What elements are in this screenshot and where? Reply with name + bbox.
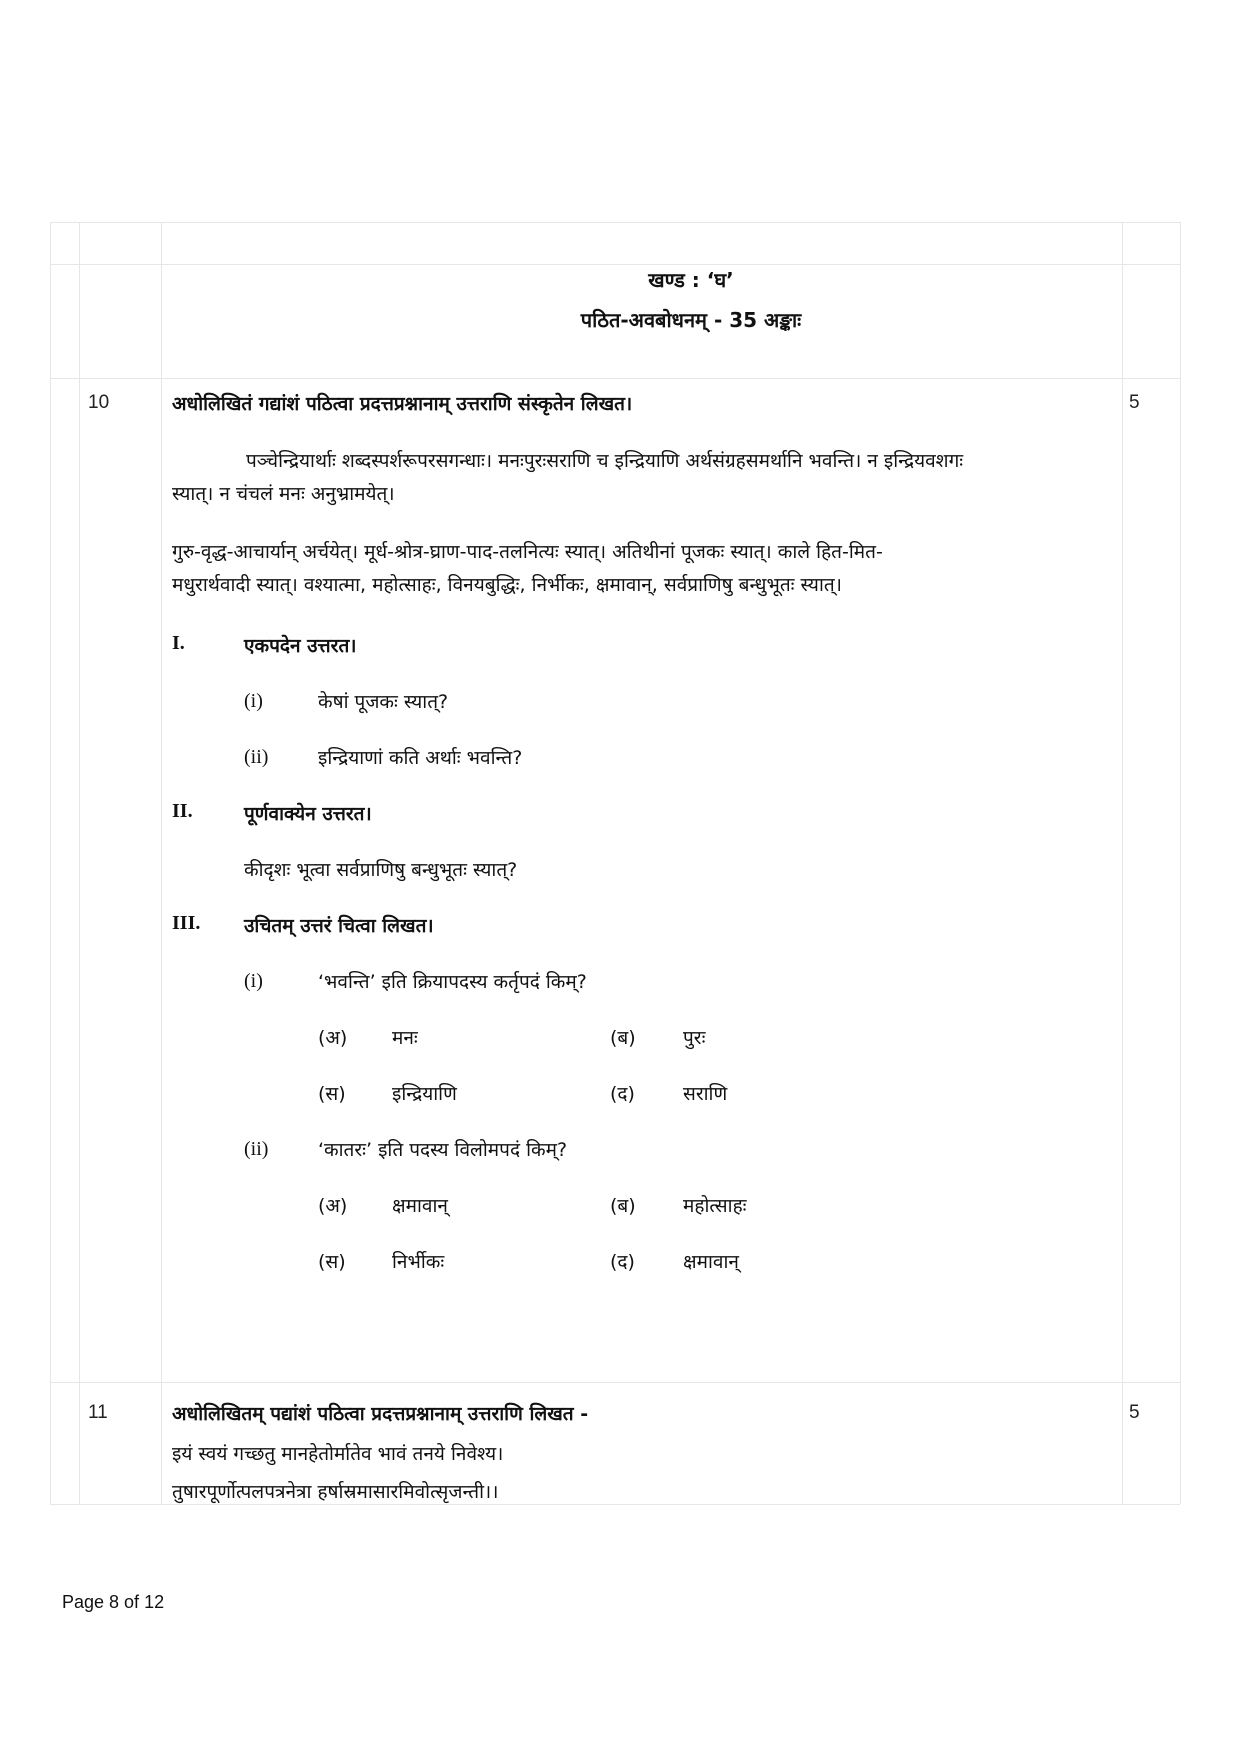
question-instruction: अधोलिखितम् पद्यांशं पठित्वा प्रदत्तप्रश्नानाम् उत्तराणि लिखत - xyxy=(172,1403,589,1425)
question-instruction: अधोलिखितं गद्यांशं पठित्वा प्रदत्तप्रश्नानाम् उत्तराणि संस्कृतेन लिखत। xyxy=(172,393,633,415)
question-number: 11 xyxy=(88,1402,108,1423)
table-border xyxy=(50,264,1180,265)
option-text: निर्भीकः xyxy=(392,1251,445,1273)
table-border xyxy=(50,222,51,1504)
table-border xyxy=(50,1382,1180,1383)
subquestion-text: इन्द्रियाणां कति अर्थाः भवन्ति? xyxy=(318,747,523,769)
subquestion-text: केषां पूजकः स्यात्? xyxy=(318,691,449,713)
option-text: क्षमावान् xyxy=(683,1251,739,1273)
option-text: सराणि xyxy=(683,1083,728,1105)
table-border xyxy=(1122,222,1123,1504)
option-label: (ब) xyxy=(610,1195,636,1217)
part-title: पूर्णवाक्येन उत्तरत। xyxy=(244,803,372,825)
option-text: इन्द्रियाणि xyxy=(392,1083,457,1105)
passage-text: पञ्चेन्द्रियार्थाः शब्दस्पर्शरूपरसगन्धाः। मनःपुरःसराणि च इन्द्रियाणि अर्थसंग्रहसमर्थानि भवन्ति। न इन्द्रियवशगः xyxy=(246,450,964,472)
option-label: (द) xyxy=(610,1251,635,1273)
verse-line: तुषारपूर्णोत्पलपत्रनेत्रा हर्षास्रमासारमिवोत्सृजन्ती।। xyxy=(172,1481,499,1503)
part-title: एकपदेन उत्तरत। xyxy=(244,635,357,657)
table-border xyxy=(50,222,1180,223)
option-label: (द) xyxy=(610,1083,635,1105)
table-border xyxy=(161,222,162,1504)
question-marks: 5 xyxy=(1129,1402,1140,1423)
passage-text: मधुरार्थवादी स्यात्। वश्यात्मा, महोत्साहः, विनयबुद्धिः, निर्भीकः, क्षमावान्, सर्वप्राणिषु बन्धुभूतः स्यात्। xyxy=(172,574,842,596)
question-marks: 5 xyxy=(1129,392,1140,413)
subquestion-number: (i) xyxy=(244,970,263,992)
table-border xyxy=(1180,222,1181,1504)
part-number: III. xyxy=(172,912,201,934)
option-label: (अ) xyxy=(318,1195,348,1217)
table-border xyxy=(50,1504,1180,1505)
passage-text: स्यात्। न चंचलं मनः अनुभ्रामयेत्। xyxy=(172,483,395,505)
page-number: Page 8 of 12 xyxy=(62,1592,165,1612)
part-number: II. xyxy=(172,800,193,822)
part-title: उचितम् उत्तरं चित्वा लिखत। xyxy=(244,915,434,937)
option-text: महोत्साहः xyxy=(683,1195,747,1217)
verse-line: इयं स्वयं गच्छतु मानहेतोर्मातेव भावं तनये निवेश्य। xyxy=(172,1443,504,1465)
part-number: I. xyxy=(172,632,185,654)
option-label: (स) xyxy=(318,1083,346,1105)
option-text: क्षमावान् xyxy=(392,1195,448,1217)
section-title: पठित-अवबोधनम् - 35 अङ्काः xyxy=(580,308,802,332)
section-label: खण्ड : ‘घ’ xyxy=(648,268,734,292)
option-label: (अ) xyxy=(318,1027,348,1049)
subquestion-number: (ii) xyxy=(244,1138,269,1160)
subquestion-text: कीदृशः भूत्वा सर्वप्राणिषु बन्धुभूतः स्यात्? xyxy=(244,859,518,881)
option-label: (स) xyxy=(318,1251,346,1273)
subquestion-number: (ii) xyxy=(244,746,269,768)
option-label: (ब) xyxy=(610,1027,636,1049)
passage-text: गुरु-वृद्ध-आचार्यान् अर्चयेत्। मूर्ध-श्रोत्र-घ्राण-पाद-तलनित्यः स्यात्। अतिथीनां पूजकः स्यात्। काले हित-मित- xyxy=(172,541,883,563)
subquestion-text: ‘भवन्ति’ इति क्रियापदस्य कर्तृपदं किम्? xyxy=(318,971,587,993)
question-number: 10 xyxy=(88,392,110,413)
subquestion-text: ‘कातरः’ इति पदस्य विलोमपदं किम्? xyxy=(318,1139,568,1161)
table-border xyxy=(79,222,80,1504)
table-border xyxy=(50,378,1180,379)
subquestion-number: (i) xyxy=(244,690,263,712)
option-text: पुरः xyxy=(683,1027,706,1049)
option-text: मनः xyxy=(392,1027,418,1049)
